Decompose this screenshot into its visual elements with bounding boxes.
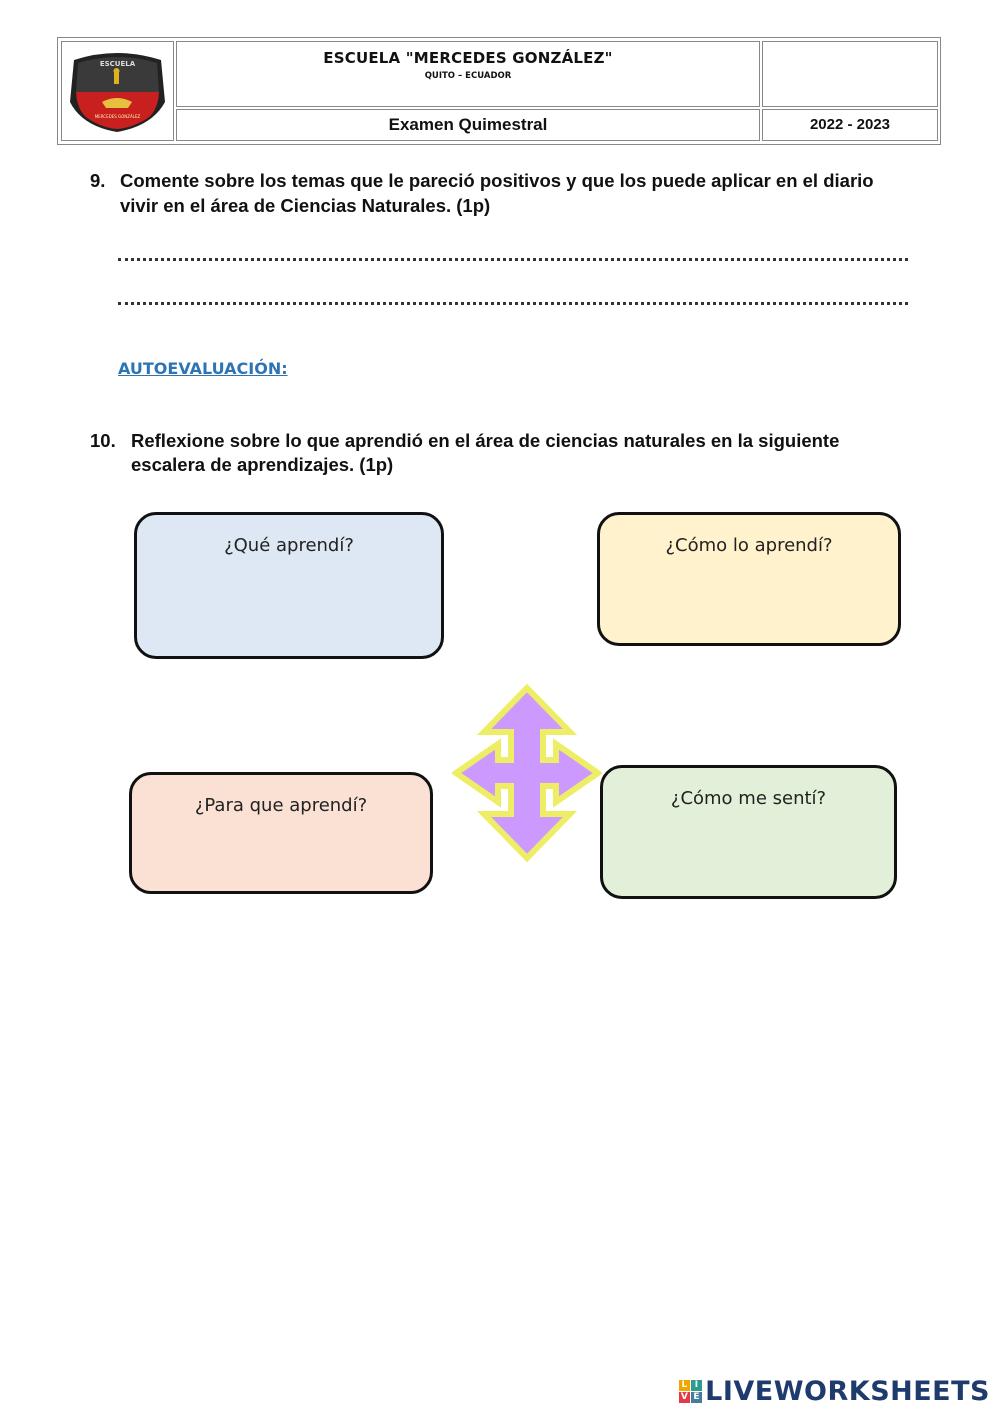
question-9-number: 9. [90, 170, 106, 191]
liveworksheets-text: LIVEWORKSHEETS [705, 1376, 990, 1407]
exam-title: Examen Quimestral [388, 115, 548, 134]
grid-letter: I [691, 1380, 702, 1391]
school-year-cell [762, 109, 938, 141]
question-9-line-2: vivir en el área de Ciencias Naturales. (1p) [120, 195, 491, 216]
school-year: 2022 - 2023 [809, 116, 891, 133]
school-title-cell [176, 41, 760, 107]
box-como-lo-aprendi[interactable] [597, 512, 901, 646]
school-logo [62, 42, 173, 140]
question-10-line-1: Reflexione sobre lo que aprendió en el área de ciencias naturales en la siguiente [131, 430, 840, 451]
box-para-que-aprendi-label: ¿Para que aprendí? [194, 795, 368, 816]
box-como-me-senti-label: ¿Cómo me sentí? [670, 788, 827, 809]
autoevaluacion-heading: AUTOEVALUACIÓN: [118, 359, 288, 378]
box-que-aprendi[interactable] [134, 512, 444, 659]
school-city: QUITO – ECUADOR [424, 71, 512, 81]
logo-top-text: ESCUELA [99, 60, 136, 68]
answer-line-1[interactable] [118, 254, 908, 261]
logo-bottom-shield [76, 92, 159, 129]
box-para-que-aprendi[interactable] [129, 772, 433, 894]
logo-bottom-text: MERCEDES GONZÁLEZ [94, 114, 141, 119]
exam-title-cell [176, 109, 760, 141]
answer-line-2[interactable] [118, 298, 908, 305]
logo-cell [61, 41, 174, 141]
liveworksheets-logo [679, 1376, 990, 1407]
blank-cell [762, 41, 938, 107]
question-10-line-2: escalera de aprendizajes. (1p) [131, 454, 394, 475]
grid-letter: V [680, 1392, 689, 1402]
box-como-me-senti[interactable] [600, 765, 897, 899]
grid-letter: E [691, 1392, 702, 1403]
grid-letter: L [679, 1380, 690, 1391]
box-como-lo-aprendi-label: ¿Cómo lo aprendí? [665, 535, 833, 556]
four-way-arrow-icon [452, 684, 602, 862]
question-9-line-1: Comente sobre los temas que le pareció positivos y que los puede aplicar en el diario [120, 170, 874, 191]
liveworksheets-grid-icon [679, 1380, 702, 1403]
box-que-aprendi-label: ¿Qué aprendí? [224, 535, 354, 556]
school-name: ESCUELA "MERCEDES GONZÁLEZ" [323, 49, 613, 67]
question-10-number: 10. [90, 430, 116, 451]
